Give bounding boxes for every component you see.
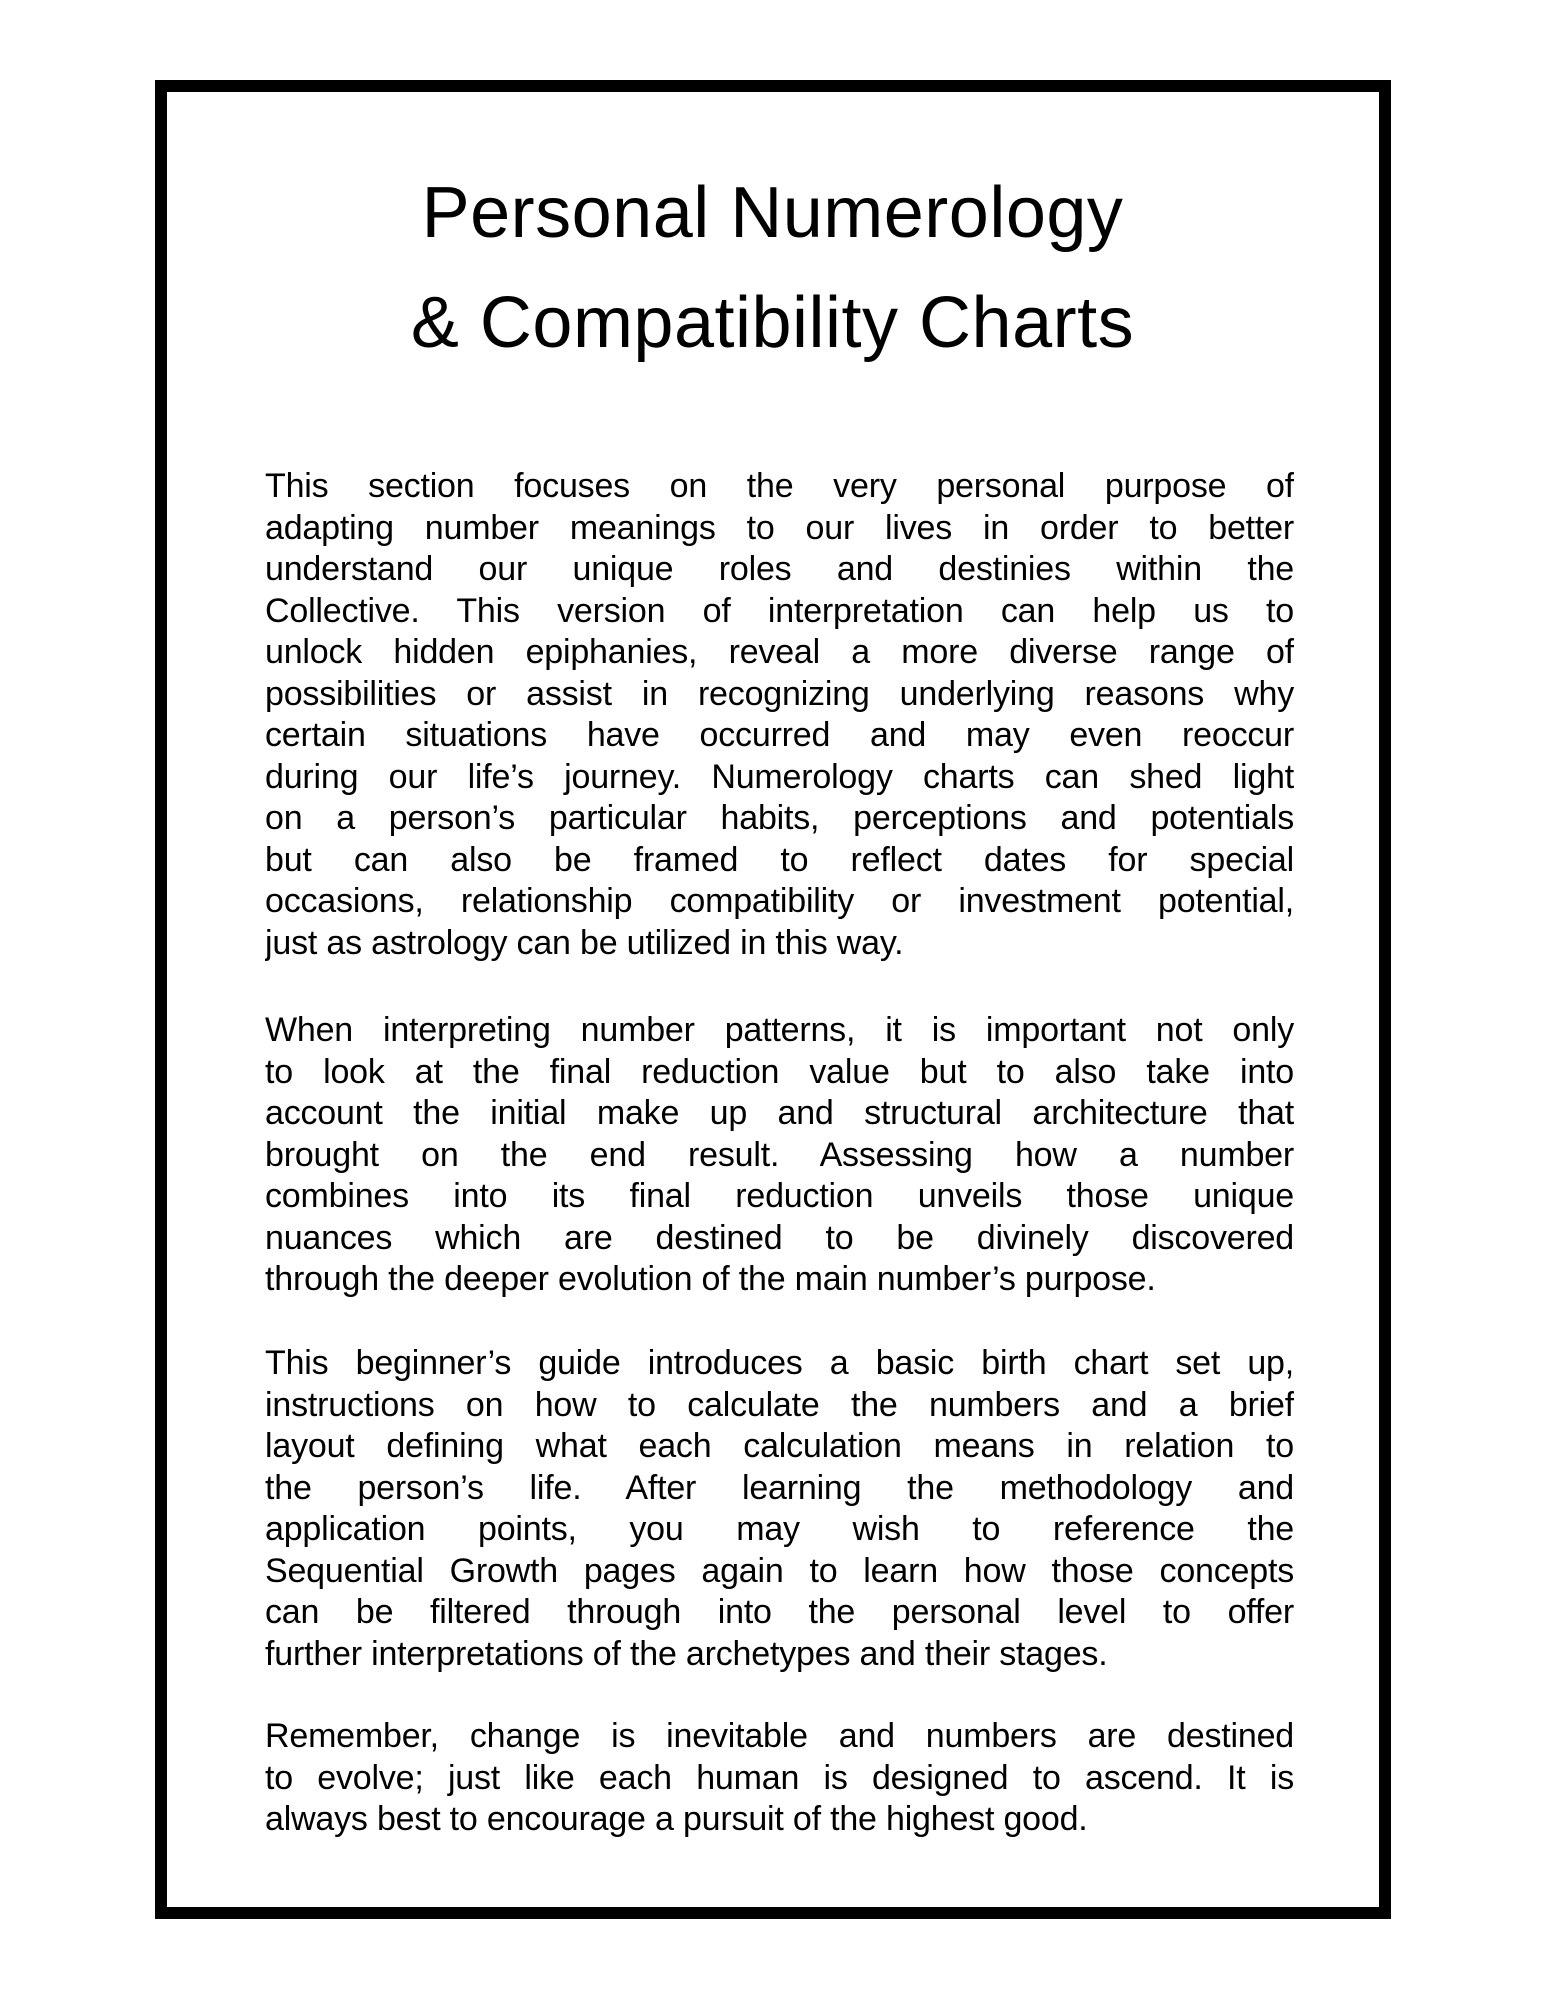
text-line: When interpreting number patterns, it is important not only: [265, 1011, 1294, 1049]
text-line: during our life’s journey. Numerology charts can shed light: [265, 757, 1294, 796]
text-line: through the deeper evolution of the main number’s purpose.: [265, 1260, 1156, 1298]
text-line: the person’s life. After learning the methodology and: [265, 1468, 1294, 1507]
text-line: certain situations have occurred and may even reoccur: [265, 716, 1294, 754]
text-line: understand our unique roles and destinies within the: [265, 550, 1294, 588]
text-line: but can also be framed to reflect dates for special: [265, 840, 1294, 879]
text-line: This beginner’s guide introduces a basic birth chart set up,: [265, 1344, 1294, 1382]
text-line: further interpretations of the archetypes and their stages.: [265, 1634, 1108, 1673]
text-line: instructions on how to calculate the numbers and a brief: [265, 1385, 1294, 1424]
text-line: brought on the end result. Assessing how a number: [265, 1135, 1294, 1174]
text-line: Collective. This version of interpretation can help us to: [265, 591, 1294, 630]
paragraph-interpreting: [265, 1010, 1294, 1301]
text-line: Remember, change is inevitable and numbers are destined: [265, 1717, 1294, 1755]
text-line: can be filtered through into the personal level to offer: [265, 1593, 1294, 1631]
text-line: just as astrology can be utilized in this way.: [265, 923, 904, 962]
text-line: unlock hidden epiphanies, reveal a more diverse range of: [265, 633, 1294, 671]
text-line: account the initial make up and structural architecture that: [265, 1094, 1294, 1132]
text-line: adapting number meanings to our lives in order to better: [265, 508, 1294, 547]
text-line: nuances which are destined to be divinely discovered: [265, 1218, 1294, 1257]
paragraph-beginners-guide: [265, 1343, 1294, 1675]
text-line: layout defining what each calculation means in relation to: [265, 1427, 1294, 1465]
paragraph-intro: [265, 466, 1294, 964]
text-line: possibilities or assist in recognizing underlying reasons why: [265, 674, 1294, 713]
text-line: occasions, relationship compatibility or investment potential,: [265, 882, 1294, 920]
paragraph-remember: [265, 1716, 1294, 1841]
page-title-line-1: Personal Numerology: [421, 173, 1124, 253]
text-line: combines into its final reduction unveils those unique: [265, 1177, 1294, 1215]
text-line: This section focuses on the very personal purpose of: [265, 467, 1294, 505]
text-line: to evolve; just like each human is designed to ascend. It is: [265, 1758, 1294, 1797]
text-line: Sequential Growth pages again to learn how those concepts: [265, 1551, 1294, 1590]
page-title-line-2: & Compatibility Charts: [410, 283, 1135, 363]
text-line: always best to encourage a pursuit of the highest good.: [265, 1800, 1088, 1838]
text-line: to look at the final reduction value but to also take into: [265, 1052, 1294, 1091]
text-line: application points, you may wish to reference the: [265, 1510, 1294, 1548]
text-line: on a person’s particular habits, perceptions and potentials: [265, 799, 1294, 837]
